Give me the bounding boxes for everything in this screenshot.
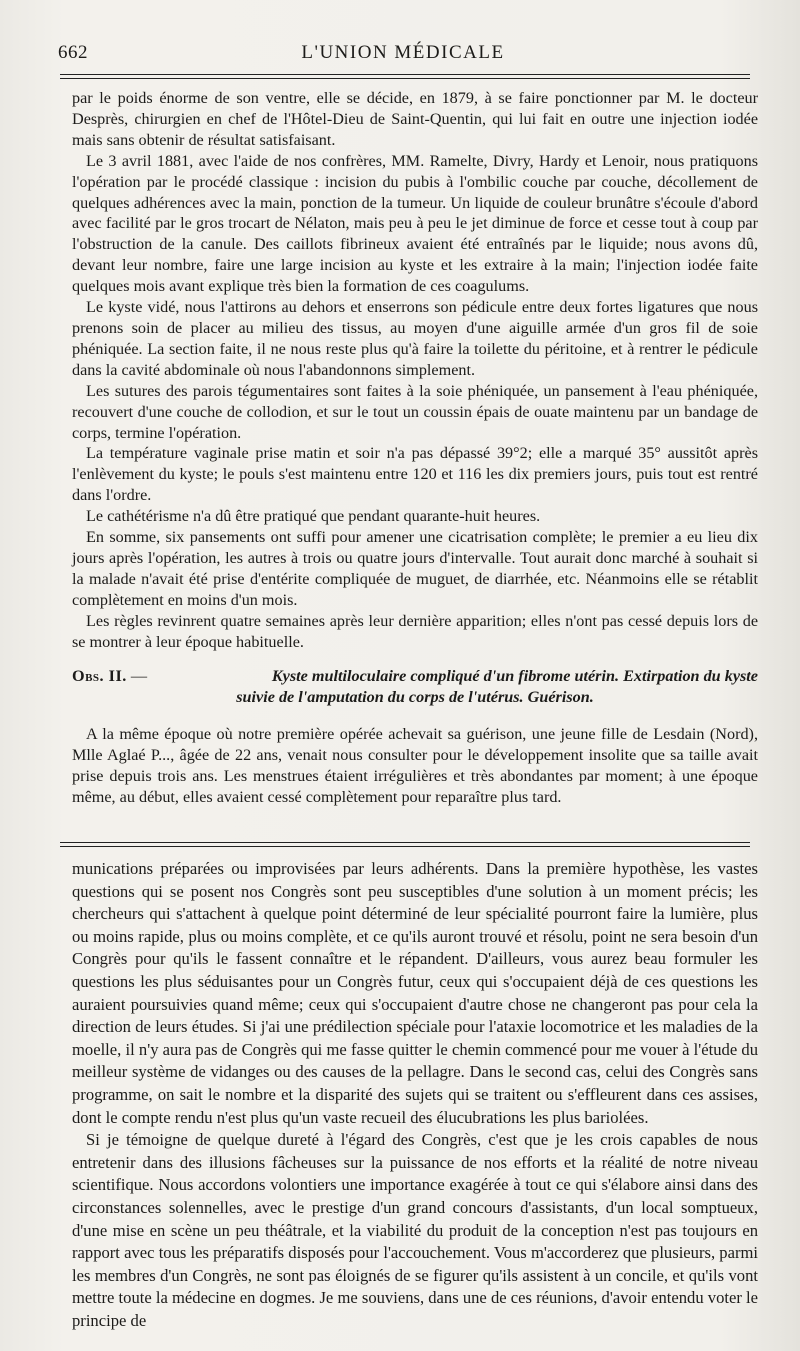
- article-top: [72, 88, 758, 808]
- paragraph: Les sutures des parois tégumentaires sont faites à la soie phéniquée, un pansement à l'eau phéniquée, recouvert d'une couche de collodion, et sur le tout un coussin épais de ouate maintenu par un bandage de corps, termine l'opération.: [72, 381, 758, 442]
- observation-heading: [72, 666, 758, 708]
- paragraph: En somme, six pansements ont suffi pour amener une cicatrisation complète; le premier a eu lieu dix jours après l'opération, les autres à trois ou quatre jours d'intervalle. Tout aurait donc marché à souhait si la malade n'avait été prise d'entérite compliquée de muguet, de diarrhée, etc. Néanmoins elle se rétablit complètement en moins d'un mois.: [72, 528, 758, 609]
- observation-title-line2: suivie de l'amputation du corps de l'utérus. Guérison.: [236, 688, 594, 707]
- paragraph: Le 3 avril 1881, avec l'aide de nos confrères, MM. Ramelte, Divry, Hardy et Lenoir, nous pratiquons l'opération par le procédé classique : incision du pubis à l'ombilic couche par couche, décollement de quelques adhérences avec la main, ponction de la tumeur. Un liquide de couleur brunâtre s'écoule d'abord avec facilité par le gros trocart de Nélaton, mais peu à peu le jet diminue de force et cesse tout à coup par l'obstruction de la canule. Des caillots fibrineux avaient été entraînés par le liquide; nous avons dû, devant leur nombre, faire une large incision au kyste et les extraire à la main; l'injection iodée faite quelques mois avant explique très bien la formation de ces coagulums.: [72, 151, 758, 296]
- page-header: [58, 38, 748, 68]
- paragraph: Si je témoigne de quelque dureté à l'égard des Congrès, c'est que je les crois capables de nous entretenir dans des illusions fâcheuses sur la puissance de nos efforts et la réalité de notre niveau scientifique. Nous accordons volontiers une importance exagérée à tout ce qui s'élabore ainsi dans des circonstances solennelles, avec le prestige d'un grand concours d'assistants, d'un local somptueux, d'une mise en scène un peu théâtrale, et la viabilité du produit de la conception n'est pas toujours en rapport avec tous les préparatifs disposés pour l'accouchement. Vous m'accorderez que plusieurs, parmi les membres d'un Congrès, ne sont pas éloignés de se figurer qu'ils assistent à un concile, et qu'ils vont mettre toute la médecine en dogmes. Je me souviens, dans une de ces réunions, d'avoir entendu voter le principe de: [72, 1130, 758, 1330]
- running-title: L'UNION MÉDICALE: [301, 42, 505, 63]
- section-separator-rule: [60, 842, 750, 847]
- paragraph: Le cathétérisme n'a dû être pratiqué que pendant quarante-huit heures.: [86, 507, 541, 526]
- paragraph: Le kyste vidé, nous l'attirons au dehors et enserrons son pédicule entre deux fortes ligatures que nous prenons soin de placer au milieu des tissus, au moyen d'une aiguille armée d'un gros fil de soie phéniquée. La section faite, il ne nous reste plus qu'à faire la toilette du péritoine, et à rentrer le pédicule dans la cavité abdominale où nous l'abandonnons simplement.: [72, 298, 758, 379]
- paragraph: par le poids énorme de son ventre, elle se décide, en 1879, à se faire ponctionner par M. le docteur Desprès, chirurgien en chef de l'Hôtel-Dieu de Saint-Quentin, qui lui fait en outre une injection iodée mais sans obtenir de résultat satisfaisant.: [72, 89, 758, 149]
- paragraph: munications préparées ou improvisées par leurs adhérents. Dans la première hypothèse, les vastes questions qui se posent nos Congrès sont peu susceptibles d'une solution à un moment précis; les chercheurs qui s'attachent à quelque point déterminé de leur spécialité pourront faire la lumière, plus ou moins rapide, plus ou moins complète, et ce qu'ils auront trouvé et résolu, point ne sera besoin d'un Congrès pour qu'ils le fassent connaître et le répandent. D'ailleurs, vous aurez beau formuler les questions les plus séduisantes pour un Congrès futur, ceux qui s'occupaient déjà de ces questions les auraient poursuivies quand même; ceux qui s'occupaient d'autre chose ne changeront pas pour cela la direction de leurs études. Si j'ai une prédilection spéciale pour l'ataxie locomotrice et les maladies de la moelle, il n'y aura pas de Congrès qui me fasse quitter le chemin commencé pour me vouer à l'étude du meilleur système de vidanges ou des causes de la pellagre. Dans le second cas, celui des Congrès sans programme, on sait le nombre et la disparité des sujets qui se traitent ou s'effleurent dans ces assises, dont le compte rendu n'est plus qu'un vaste recueil des élucubrations les plus bariolées.: [72, 859, 758, 1127]
- page-number: 662: [58, 42, 88, 63]
- observation-paragraph: A la même époque où notre première opérée achevait sa guérison, une jeune fille de Lesdain (Nord), Mlle Aglaé P..., âgée de 22 ans, venait nous consulter pour le développement insolite que sa taille avait prise depuis trois ans. Les menstrues étaient irrégulières et très abondantes par moment; à une époque même, au début, elles avaient cessé complètement pour reparaître plus tard.: [72, 725, 758, 806]
- article-bottom: [72, 858, 758, 1332]
- header-rule-thin: [60, 78, 750, 79]
- paragraph: Les règles revinrent quatre semaines après leur dernière apparition; elles n'ont pas cessé depuis lors de se montrer à leur époque habituelle.: [72, 611, 758, 651]
- header-rule: [60, 74, 750, 75]
- observation-label: Obs. II.: [72, 667, 127, 686]
- observation-title-line1: Kyste multiloculaire compliqué d'un fibrome utérin. Extirpation du kyste: [271, 667, 758, 686]
- paragraph: La température vaginale prise matin et soir n'a pas dépassé 39°2; elle a marqué 35° aussitôt après l'enlèvement du kyste; le pouls s'est maintenu entre 120 et 116 les dix premiers jours, puis tout est rentré dans l'ordre.: [72, 444, 758, 505]
- observation-dash: —: [130, 667, 148, 686]
